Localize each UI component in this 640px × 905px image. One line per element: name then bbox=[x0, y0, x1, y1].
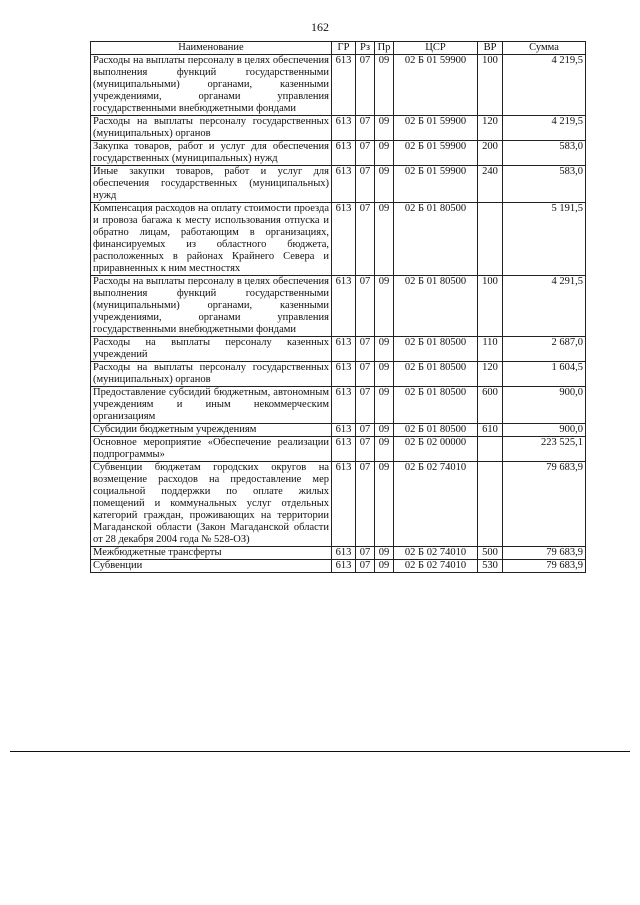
row-pr: 09 bbox=[375, 424, 394, 437]
budget-table bbox=[90, 41, 586, 573]
row-gr: 613 bbox=[332, 462, 356, 547]
row-vr: 530 bbox=[478, 560, 503, 573]
row-gr: 613 bbox=[332, 203, 356, 276]
row-name: Основное мероприятие «Обеспечение реализации подпрограммы» bbox=[91, 437, 332, 462]
row-csr: 02 Б 02 74010 bbox=[394, 547, 478, 560]
row-sum: 2 687,0 bbox=[503, 337, 586, 362]
header-pr: Пр bbox=[375, 42, 394, 55]
row-rz: 07 bbox=[356, 424, 375, 437]
page-divider bbox=[10, 751, 630, 752]
row-name: Иные закупки товаров, работ и услуг для обеспечения государственных (муниципальных) нужд bbox=[91, 166, 332, 203]
row-gr: 613 bbox=[332, 547, 356, 560]
table-body bbox=[91, 55, 586, 573]
row-vr: 120 bbox=[478, 116, 503, 141]
row-csr: 02 Б 01 59900 bbox=[394, 141, 478, 166]
row-name: Расходы на выплаты персоналу государственных (муниципальных) органов bbox=[91, 362, 332, 387]
row-vr bbox=[478, 462, 503, 547]
table-row bbox=[91, 203, 586, 276]
table-row bbox=[91, 141, 586, 166]
row-sum: 79 683,9 bbox=[503, 462, 586, 547]
row-sum: 1 604,5 bbox=[503, 362, 586, 387]
row-csr: 02 Б 01 80500 bbox=[394, 362, 478, 387]
header-csr: ЦСР bbox=[394, 42, 478, 55]
row-csr: 02 Б 01 59900 bbox=[394, 55, 478, 116]
row-rz: 07 bbox=[356, 337, 375, 362]
row-sum: 223 525,1 bbox=[503, 437, 586, 462]
row-vr: 240 bbox=[478, 166, 503, 203]
row-vr: 200 bbox=[478, 141, 503, 166]
header-row bbox=[91, 42, 586, 55]
row-vr bbox=[478, 437, 503, 462]
row-pr: 09 bbox=[375, 437, 394, 462]
row-gr: 613 bbox=[332, 166, 356, 203]
header-sum: Сумма bbox=[503, 42, 586, 55]
row-gr: 613 bbox=[332, 141, 356, 166]
table-row bbox=[91, 337, 586, 362]
row-csr: 02 Б 01 59900 bbox=[394, 166, 478, 203]
row-csr: 02 Б 02 74010 bbox=[394, 462, 478, 547]
row-sum: 79 683,9 bbox=[503, 547, 586, 560]
row-csr: 02 Б 02 74010 bbox=[394, 560, 478, 573]
row-name: Предоставление субсидий бюджетным, автономным учреждениям и иным некоммерческим организациям bbox=[91, 387, 332, 424]
row-pr: 09 bbox=[375, 337, 394, 362]
row-vr: 120 bbox=[478, 362, 503, 387]
row-vr: 500 bbox=[478, 547, 503, 560]
row-gr: 613 bbox=[332, 424, 356, 437]
row-rz: 07 bbox=[356, 116, 375, 141]
row-vr: 100 bbox=[478, 276, 503, 337]
table-row bbox=[91, 362, 586, 387]
table-row bbox=[91, 424, 586, 437]
row-csr: 02 Б 01 80500 bbox=[394, 203, 478, 276]
row-sum: 583,0 bbox=[503, 166, 586, 203]
row-pr: 09 bbox=[375, 141, 394, 166]
row-sum: 4 219,5 bbox=[503, 116, 586, 141]
row-sum: 4 219,5 bbox=[503, 55, 586, 116]
row-sum: 900,0 bbox=[503, 387, 586, 424]
row-sum: 79 683,9 bbox=[503, 560, 586, 573]
header-gr: ГР bbox=[332, 42, 356, 55]
row-gr: 613 bbox=[332, 337, 356, 362]
page-number: 162 bbox=[311, 20, 329, 34]
row-sum: 4 291,5 bbox=[503, 276, 586, 337]
table-row bbox=[91, 166, 586, 203]
row-pr: 09 bbox=[375, 116, 394, 141]
row-name: Расходы на выплаты персоналу в целях обеспечения выполнения функций государственными (муниципальными) органами, казенными учреждениями, органами управления государственными внебюджетными фондами bbox=[91, 55, 332, 116]
row-pr: 09 bbox=[375, 203, 394, 276]
row-gr: 613 bbox=[332, 116, 356, 141]
row-sum: 583,0 bbox=[503, 141, 586, 166]
row-rz: 07 bbox=[356, 387, 375, 424]
row-csr: 02 Б 02 00000 bbox=[394, 437, 478, 462]
row-gr: 613 bbox=[332, 437, 356, 462]
row-name: Расходы на выплаты персоналу в целях обеспечения выполнения функций государственными (муниципальными) органами, казенными учреждениями, органами управления государственными внебюджетными фондами bbox=[91, 276, 332, 337]
row-sum: 5 191,5 bbox=[503, 203, 586, 276]
row-name: Межбюджетные трансферты bbox=[91, 547, 332, 560]
row-pr: 09 bbox=[375, 547, 394, 560]
row-sum: 900,0 bbox=[503, 424, 586, 437]
row-vr: 600 bbox=[478, 387, 503, 424]
header-vr: ВР bbox=[478, 42, 503, 55]
row-name: Субвенции bbox=[91, 560, 332, 573]
row-name: Субсидии бюджетным учреждениям bbox=[91, 424, 332, 437]
row-csr: 02 Б 01 80500 bbox=[394, 337, 478, 362]
row-gr: 613 bbox=[332, 362, 356, 387]
row-pr: 09 bbox=[375, 387, 394, 424]
table-row bbox=[91, 116, 586, 141]
table-row bbox=[91, 560, 586, 573]
row-gr: 613 bbox=[332, 387, 356, 424]
row-gr: 613 bbox=[332, 55, 356, 116]
row-rz: 07 bbox=[356, 362, 375, 387]
row-gr: 613 bbox=[332, 276, 356, 337]
row-csr: 02 Б 01 80500 bbox=[394, 276, 478, 337]
row-pr: 09 bbox=[375, 276, 394, 337]
row-name: Расходы на выплаты персоналу государственных (муниципальных) органов bbox=[91, 116, 332, 141]
row-rz: 07 bbox=[356, 560, 375, 573]
row-rz: 07 bbox=[356, 166, 375, 203]
row-pr: 09 bbox=[375, 560, 394, 573]
header-rz: Рз bbox=[356, 42, 375, 55]
row-pr: 09 bbox=[375, 166, 394, 203]
table-row bbox=[91, 387, 586, 424]
row-rz: 07 bbox=[356, 462, 375, 547]
row-rz: 07 bbox=[356, 141, 375, 166]
table-row bbox=[91, 276, 586, 337]
row-pr: 09 bbox=[375, 462, 394, 547]
row-csr: 02 Б 01 80500 bbox=[394, 424, 478, 437]
row-csr: 02 Б 01 80500 bbox=[394, 387, 478, 424]
table-row bbox=[91, 437, 586, 462]
row-rz: 07 bbox=[356, 276, 375, 337]
row-vr: 610 bbox=[478, 424, 503, 437]
row-name: Расходы на выплаты персоналу казенных учреждений bbox=[91, 337, 332, 362]
row-csr: 02 Б 01 59900 bbox=[394, 116, 478, 141]
row-pr: 09 bbox=[375, 55, 394, 116]
header-name: Наименование bbox=[91, 42, 332, 55]
row-name: Компенсация расходов на оплату стоимости проезда и провоза багажа к месту использования отпуска и обратно лицам, работающим в организациях, финансируемых из областного бюджета, расположенных в районах Крайнего Севера и приравненных к ним местностях bbox=[91, 203, 332, 276]
row-rz: 07 bbox=[356, 547, 375, 560]
table-row bbox=[91, 547, 586, 560]
table-row bbox=[91, 462, 586, 547]
row-vr bbox=[478, 203, 503, 276]
row-vr: 100 bbox=[478, 55, 503, 116]
row-vr: 110 bbox=[478, 337, 503, 362]
row-rz: 07 bbox=[356, 203, 375, 276]
table-row bbox=[91, 55, 586, 116]
row-name: Закупка товаров, работ и услуг для обеспечения государственных (муниципальных) нужд bbox=[91, 141, 332, 166]
row-rz: 07 bbox=[356, 55, 375, 116]
row-pr: 09 bbox=[375, 362, 394, 387]
row-gr: 613 bbox=[332, 560, 356, 573]
row-rz: 07 bbox=[356, 437, 375, 462]
row-name: Субвенции бюджетам городских округов на возмещение расходов на предоставление мер социальной поддержки по оплате жилых помещений и коммунальных услуг отдельных категорий граждан, проживающих на территории Магаданской области (Закон Магаданской области от 28 декабря 2004 года № 528-ОЗ) bbox=[91, 462, 332, 547]
